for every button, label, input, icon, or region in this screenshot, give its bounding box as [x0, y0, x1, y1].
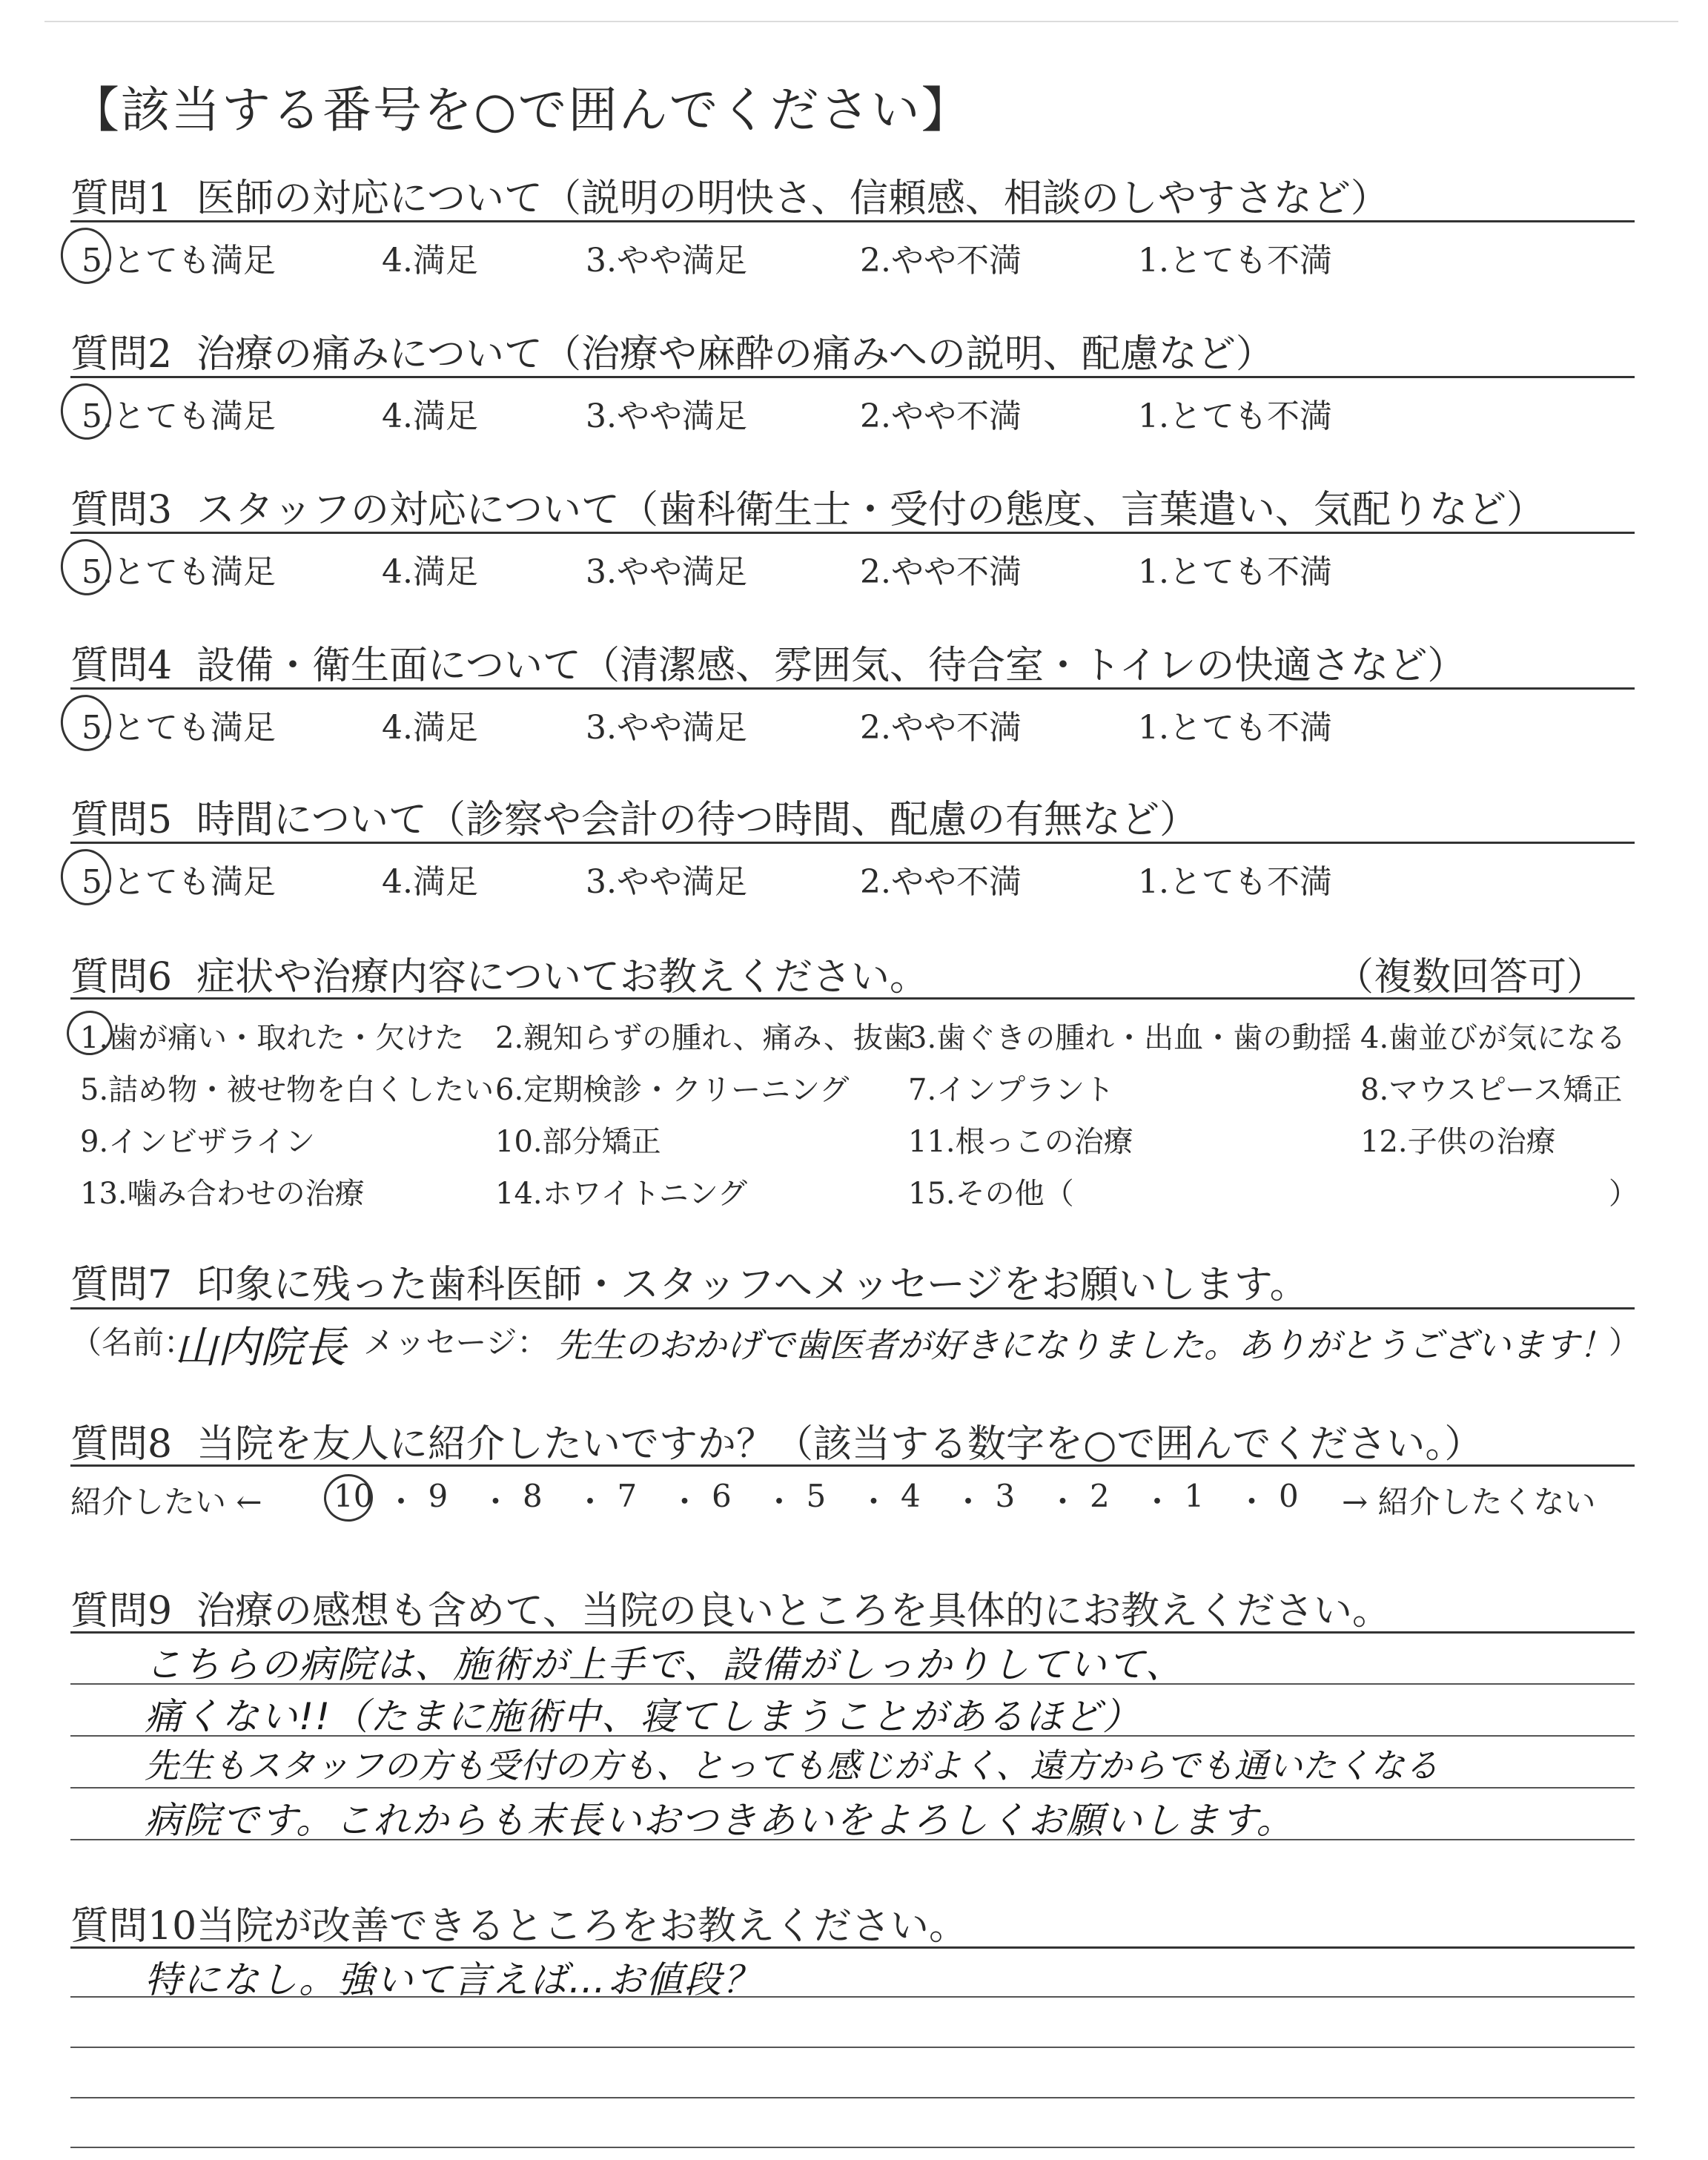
- scale-value[interactable]: 6: [712, 1478, 732, 1514]
- recommend-scale: [70, 1478, 1635, 1522]
- symptom-option[interactable]: 4.歯並びが気になる: [1360, 1021, 1626, 1055]
- rating-option[interactable]: 1.とても不満: [1138, 709, 1332, 747]
- symptom-option[interactable]: 7.インプラント: [908, 1073, 1115, 1107]
- question-text: 症状や治療内容についてお教えください。: [196, 955, 928, 1000]
- symptom-option[interactable]: 8.マウスピース矯正: [1360, 1073, 1623, 1107]
- scale-value[interactable]: 1: [1184, 1478, 1205, 1514]
- rating-option[interactable]: 4.満足: [382, 242, 478, 280]
- answer-text-line[interactable]: 先生もスタッフの方も受付の方も、とっても感じがよく、遠方からでも通いたくなる: [145, 1745, 1439, 1786]
- answer-text-line[interactable]: こちらの病院は、施術が上手で、設備がしっかりしていて、: [145, 1643, 1184, 1686]
- question-2: [70, 323, 1635, 377]
- symptom-option[interactable]: 10.部分矯正: [495, 1125, 661, 1159]
- scale-separator: ・: [1236, 1484, 1268, 1520]
- answer-line: [70, 1946, 1635, 1949]
- question-8-rule: [70, 1464, 1635, 1467]
- answer-line: [70, 1631, 1635, 1634]
- scale-value[interactable]: 5: [806, 1478, 827, 1514]
- multiple-answers-note: （複数回答可）: [1334, 955, 1605, 1000]
- rating-option[interactable]: 4.満足: [382, 863, 478, 901]
- rating-option[interactable]: 3.やや満足: [586, 397, 747, 435]
- rating-option[interactable]: 1.とても不満: [1138, 242, 1332, 280]
- scale-separator: ・: [385, 1484, 417, 1520]
- symptom-option[interactable]: 14.ホワイトニング: [495, 1177, 748, 1211]
- answer-text-line[interactable]: 特になし。強いて言えば…お値段？: [145, 1958, 761, 2001]
- question-6-rule: [70, 997, 1635, 1000]
- question-1: [70, 167, 1635, 219]
- message-answer[interactable]: 先生のおかげで歯医者が好きになりました。ありがとうございます！: [556, 1325, 1613, 1365]
- question-5: [70, 788, 1635, 840]
- scale-value[interactable]: 4: [901, 1478, 921, 1514]
- question-number: 質問4: [70, 644, 173, 688]
- symptom-option[interactable]: 3.歯ぐきの腫れ・出血・歯の動揺: [908, 1021, 1352, 1055]
- scale-value[interactable]: 0: [1279, 1478, 1299, 1514]
- question-number: 質問2: [70, 332, 173, 377]
- symptom-option[interactable]: 11.根っこの治療: [908, 1125, 1133, 1159]
- question-text: 時間について（診察や会計の待つ時間、配慮の有無など）: [196, 798, 1198, 842]
- symptom-option[interactable]: 13.噛み合わせの治療: [80, 1177, 365, 1211]
- rating-option[interactable]: 3.やや満足: [586, 709, 747, 747]
- page-title: 【該当する番号を○で囲んでください】: [70, 82, 972, 139]
- message-label: メッセージ：: [363, 1324, 549, 1361]
- symptom-option[interactable]: 6.定期検診・クリーニング: [495, 1073, 850, 1107]
- symptom-option[interactable]: 1.歯が痛い・取れた・欠けた: [80, 1021, 465, 1055]
- rating-option[interactable]: 1.とても不満: [1138, 863, 1332, 901]
- rating-option[interactable]: 2.やや不満: [860, 863, 1022, 901]
- question-8: [70, 1413, 1635, 1467]
- rating-option[interactable]: 3.やや満足: [586, 242, 747, 280]
- question-3-rule: [70, 532, 1635, 534]
- rating-option[interactable]: 4.満足: [382, 397, 478, 435]
- top-border: [44, 21, 1678, 22]
- question-4-rule: [70, 687, 1635, 690]
- rating-option[interactable]: 1.とても不満: [1138, 397, 1332, 435]
- question-number: 質問9: [70, 1589, 173, 1634]
- rating-option[interactable]: 5.とても満足: [82, 709, 276, 747]
- message-close: ）: [1609, 1324, 1641, 1361]
- question-6: [70, 945, 1635, 1000]
- question-10: [70, 1895, 1635, 1949]
- other-close-paren: ）: [1609, 1177, 1638, 1211]
- scale-separator: ・: [1047, 1484, 1079, 1520]
- question-number: 質問3: [70, 488, 173, 532]
- question-text: 医師の対応について（説明の明快さ、信頼感、相談のしやすさなど）: [196, 176, 1389, 221]
- rating-option[interactable]: 5.とても満足: [82, 553, 276, 591]
- answer-line: [70, 2147, 1635, 2148]
- question-1-rule: [70, 220, 1635, 222]
- scale-left-label: 紹介したい ←: [70, 1484, 262, 1520]
- question-text: 設備・衛生面について（清潔感、雰囲気、待合室・トイレの快適さなど）: [196, 644, 1466, 688]
- question-number: 質問7: [70, 1263, 173, 1307]
- question-number: 質問5: [70, 798, 173, 842]
- scale-value[interactable]: 2: [1090, 1478, 1110, 1514]
- scale-separator: ・: [764, 1484, 795, 1520]
- name-label: （名前：: [70, 1324, 196, 1361]
- scale-value[interactable]: 7: [617, 1478, 638, 1514]
- scale-value[interactable]: 10: [334, 1478, 374, 1514]
- rating-option[interactable]: 2.やや不満: [860, 397, 1022, 435]
- symptom-option[interactable]: 12.子供の治療: [1360, 1125, 1556, 1159]
- scale-value[interactable]: 9: [428, 1478, 448, 1514]
- rating-option[interactable]: 2.やや不満: [860, 242, 1022, 280]
- rating-option[interactable]: 1.とても不満: [1138, 553, 1332, 591]
- rating-option[interactable]: 2.やや不満: [860, 553, 1022, 591]
- rating-option[interactable]: 4.満足: [382, 553, 478, 591]
- scale-value[interactable]: 8: [523, 1478, 543, 1514]
- scale-right-label: → 紹介したくない: [1342, 1484, 1596, 1520]
- rating-option[interactable]: 4.満足: [382, 709, 478, 747]
- answer-text-line[interactable]: 痛くない!!（たまに施術中、寝てしまうことがあるほど）: [145, 1695, 1142, 1738]
- question-number: 質問8: [70, 1422, 173, 1467]
- rating-option[interactable]: 5.とても満足: [82, 397, 276, 435]
- rating-option[interactable]: 5.とても満足: [82, 242, 276, 280]
- question-9: [70, 1579, 1635, 1634]
- question-2-rule: [70, 376, 1635, 378]
- question-text: 当院が改善できるところをお教えください。: [196, 1904, 968, 1949]
- name-answer[interactable]: 山内院長: [174, 1322, 347, 1373]
- scale-separator: ・: [669, 1484, 701, 1520]
- question-number: 質問10: [70, 1904, 197, 1949]
- scale-separator: ・: [1142, 1484, 1174, 1520]
- symptom-option[interactable]: 15.その他（: [908, 1177, 1074, 1211]
- rating-option[interactable]: 3.やや満足: [586, 863, 747, 901]
- question-7: [70, 1253, 1635, 1305]
- question-text: 当院を友人に紹介したいですか？（該当する数字を○で囲んでください。）: [196, 1422, 1483, 1467]
- scale-separator: ・: [858, 1484, 890, 1520]
- scale-value[interactable]: 3: [995, 1478, 1016, 1514]
- symptom-option[interactable]: 2.親知らずの腫れ、痛み、抜歯: [495, 1021, 913, 1055]
- question-text: 治療の痛みについて（治療や麻酔の痛みへの説明、配慮など）: [196, 332, 1274, 377]
- scale-separator: ・: [480, 1484, 512, 1520]
- answer-line: [70, 2047, 1635, 2048]
- question-4: [70, 634, 1635, 686]
- question-number: 質問1: [70, 176, 173, 221]
- answer-text-line[interactable]: 病院です。これからも末長いおつきあいをよろしくお願いします。: [145, 1799, 1295, 1842]
- question-text: スタッフの対応について（歯科衛生士・受付の態度、言葉遣い、気配りなど）: [196, 488, 1545, 532]
- question-3: [70, 478, 1635, 530]
- question-5-rule: [70, 842, 1635, 844]
- symptom-option[interactable]: 9.インビザライン: [80, 1125, 315, 1159]
- question-7-rule: [70, 1307, 1635, 1309]
- question-text: 治療の感想も含めて、当院の良いところを具体的にお教えください。: [196, 1589, 1391, 1634]
- question-text: 印象に残った歯科医師・スタッフへメッセージをお願いします。: [196, 1263, 1308, 1307]
- scale-separator: ・: [953, 1484, 984, 1520]
- rating-option[interactable]: 5.とても満足: [82, 863, 276, 901]
- rating-option[interactable]: 2.やや不満: [860, 709, 1022, 747]
- rating-option[interactable]: 3.やや満足: [586, 553, 747, 591]
- question-number: 質問6: [70, 955, 173, 1000]
- symptom-option[interactable]: 5.詰め物・被せ物を白くしたい: [80, 1073, 494, 1107]
- answer-line: [70, 2097, 1635, 2098]
- scale-separator: ・: [575, 1484, 606, 1520]
